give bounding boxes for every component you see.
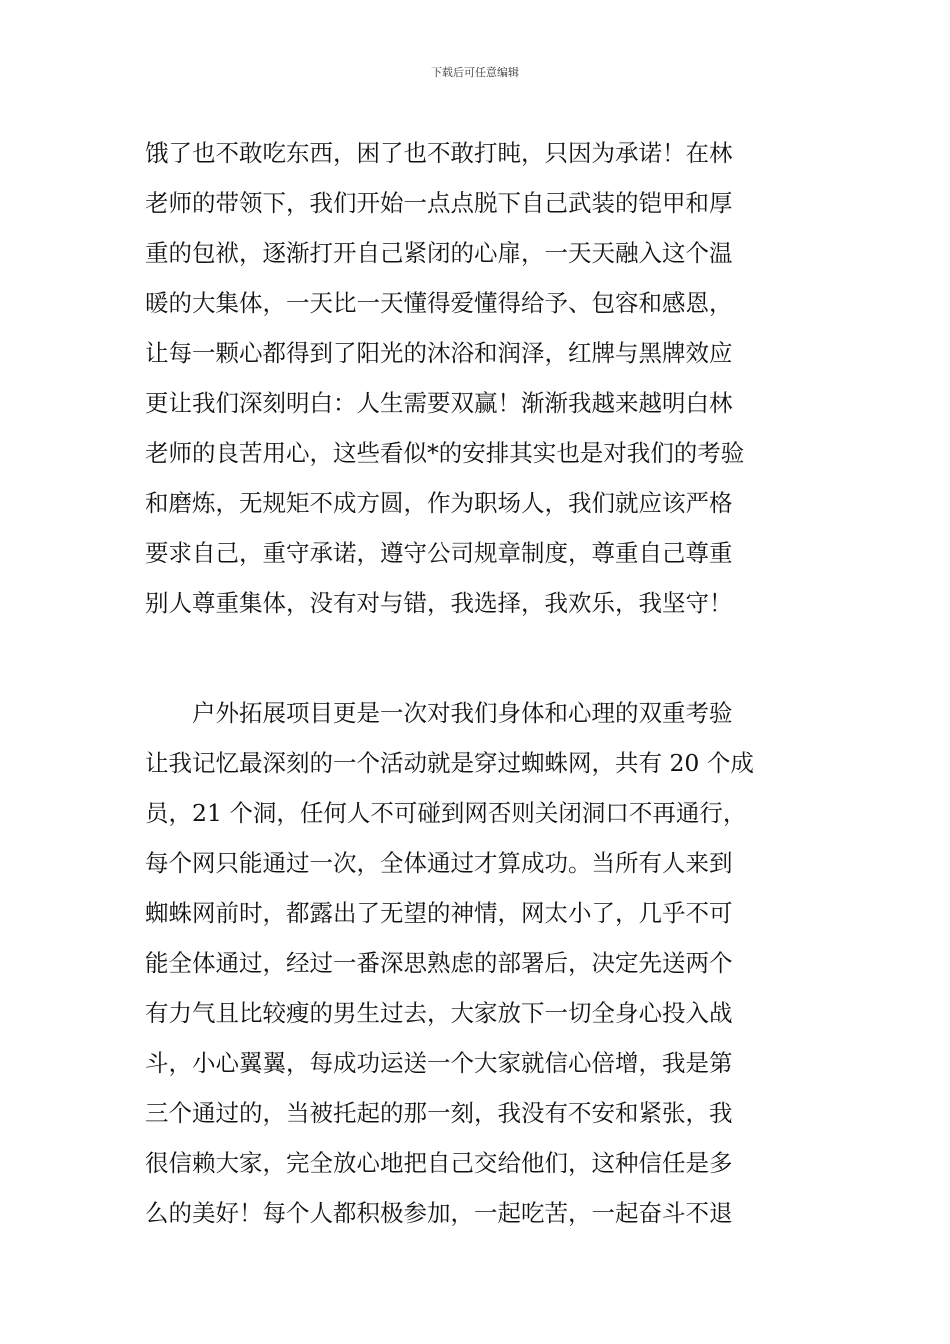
text-line: 户外拓展项目更是一次对我们身体和心理的双重考验 xyxy=(192,699,733,727)
text-line: 让每一颗心都得到了阳光的沐浴和润泽，红牌与黑牌效应 xyxy=(145,339,733,367)
text-line: 蜘蛛网前时，都露出了无望的神情，网太小了，几乎不可 xyxy=(145,899,733,927)
text-line: 重的包袱，逐渐打开自己紧闭的心扉，一天天融入这个温 xyxy=(145,239,733,267)
text-line: 更让我们深刻明白：人生需要双赢！渐渐我越来越明白林 xyxy=(145,389,733,417)
text-line: 能全体通过，经过一番深思熟虑的部署后，决定先送两个 xyxy=(145,949,733,977)
text-line: 饿了也不敢吃东西，困了也不敢打盹，只因为承诺！在林 xyxy=(145,139,733,167)
text-line: 老师的良苦用心，这些看似*的安排其实也是对我们的考验 xyxy=(145,439,745,467)
text-line: 三个通过的，当被托起的那一刻，我没有不安和紧张，我 xyxy=(145,1099,733,1127)
text-line: 别人尊重集体，没有对与错，我选择，我欢乐，我坚守！ xyxy=(145,589,733,617)
text-line: 斗，小心翼翼，每成功运送一个大家就信心倍增，我是第 xyxy=(145,1049,733,1077)
header-note: 下载后可任意编辑 xyxy=(431,66,519,79)
text-line: 暖的大集体，一天比一天懂得爱懂得给予、包容和感恩， xyxy=(145,289,733,317)
paragraph xyxy=(145,128,807,628)
text-line: 老师的带领下，我们开始一点点脱下自己武装的铠甲和厚 xyxy=(145,189,733,217)
document-body xyxy=(145,128,807,1238)
text-line: 很信赖大家，完全放心地把自己交给他们，这种信任是多 xyxy=(145,1149,733,1177)
text-line: 员，21 个洞，任何人不可碰到网否则关闭洞口不再通行， xyxy=(145,799,747,827)
text-line: 每个网只能通过一次，全体通过才算成功。当所有人来到 xyxy=(145,849,733,877)
paragraph xyxy=(145,688,807,1238)
paragraph-spacer xyxy=(145,628,807,688)
text-line: 要求自己，重守承诺，遵守公司规章制度，尊重自己尊重 xyxy=(145,539,733,567)
text-line: 么的美好！每个人都积极参加，一起吃苦，一起奋斗不退 xyxy=(145,1199,733,1227)
text-line: 和磨炼，无规矩不成方圆，作为职场人，我们就应该严格 xyxy=(145,489,733,517)
text-line: 有力气且比较瘦的男生过去，大家放下一切全身心投入战 xyxy=(145,999,733,1027)
text-line: 让我记忆最深刻的一个活动就是穿过蜘蛛网，共有 20 个成 xyxy=(145,749,754,777)
